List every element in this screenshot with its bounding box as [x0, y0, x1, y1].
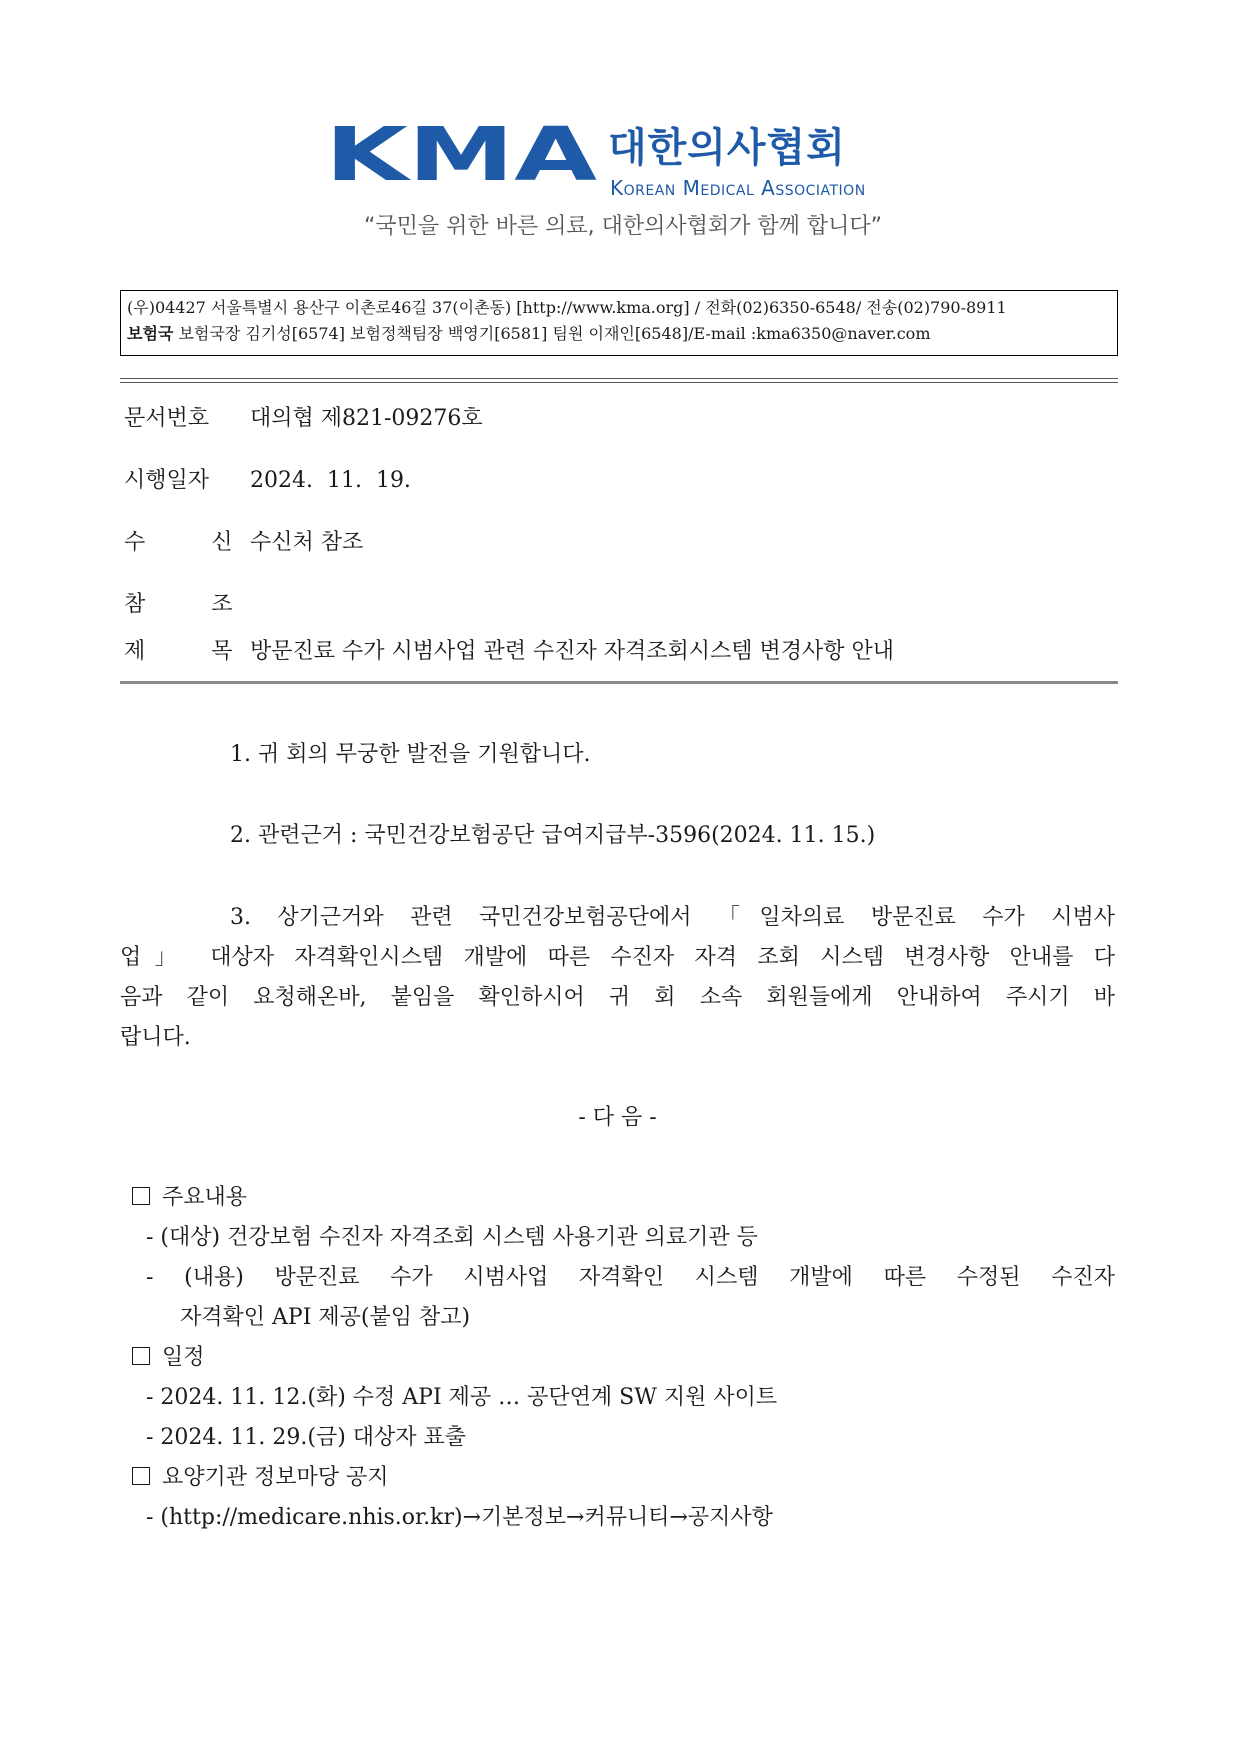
schedule-item-2: - 2024. 11. 29.(금) 대상자 표출 — [146, 1425, 467, 1450]
paragraph-3-line-2: 업」 대상자 자격확인시스템 개발에 따른 수진자 자격 조회 시스템 변경사항 안내를 다 — [120, 945, 1115, 970]
recipient-label-b: 신 — [211, 530, 233, 555]
header-divider — [120, 378, 1118, 383]
section-main-item-content-line-1: - (내용) 방문진료 수가 시범사업 자격확인 시스템 개발에 따른 수정된 수진자 — [146, 1265, 1115, 1290]
subject-row — [124, 637, 894, 667]
contact-staff: 보험국장 김기성[6574] 보험정책팀장 백영기[6581] 팀원 이재인[6548]/E-mail :kma6350@naver.com — [173, 324, 931, 343]
reference-label-b: 조 — [211, 592, 233, 617]
reference-row — [124, 590, 250, 620]
logo-korean-name: 대한의사협회 — [608, 125, 846, 171]
kma-logo-letters — [325, 122, 600, 188]
section-notice — [132, 1463, 389, 1493]
recipient-value: 수신처 참조 — [250, 530, 364, 555]
checkbox-square-icon — [132, 1187, 150, 1205]
date-label: 시행일자 — [124, 468, 210, 493]
contact-department: 보험국 — [127, 324, 174, 343]
date-value: 2024. 11. 19. — [250, 468, 411, 493]
section-main-content-title: 주요내용 — [162, 1185, 248, 1210]
doc-number-row — [124, 404, 483, 434]
section-notice-title: 요양기관 정보마당 공지 — [162, 1465, 389, 1490]
contact-staff-line — [127, 321, 1111, 347]
section-main-item-target: - (대상) 건강보험 수진자 자격조회 시스템 사용기관 의료기관 등 — [146, 1225, 758, 1250]
checkbox-square-icon — [132, 1347, 150, 1365]
recipient-label — [124, 528, 250, 558]
schedule-item-1: - 2024. 11. 12.(화) 수정 API 제공 … 공단연계 SW 지원 사이트 — [146, 1385, 778, 1410]
reference-label-a: 참 — [124, 592, 146, 617]
subject-divider — [120, 681, 1118, 684]
subject-label — [124, 637, 250, 667]
contact-box — [120, 290, 1118, 356]
section-main-content — [132, 1183, 247, 1213]
paragraph-1: 1. 귀 회의 무궁한 발전을 기원합니다. — [230, 742, 591, 767]
subject-label-b: 목 — [211, 639, 233, 664]
logo-english-name — [610, 178, 866, 200]
paragraph-2: 2. 관련근거 : 국민건강보험공단 급여지급부-3596(2024. 11. 15.) — [230, 823, 876, 848]
doc-number: 대의협 제821-09276호 — [250, 406, 483, 431]
reference-label — [124, 590, 250, 620]
recipient-label-a: 수 — [124, 530, 146, 555]
slogan: “국민을 위한 바른 의료, 대한의사협회가 함께 합니다” — [363, 214, 883, 239]
doc-number-label: 문서번호 — [124, 406, 210, 431]
checkbox-square-icon — [132, 1467, 150, 1485]
recipient-row — [124, 528, 363, 558]
next-heading: - 다 음 - — [578, 1105, 657, 1130]
subject-label-a: 제 — [124, 639, 146, 664]
subject-value: 방문진료 수가 시범사업 관련 수진자 자격조회시스템 변경사항 안내 — [250, 639, 895, 664]
paragraph-3-line-3: 음과 같이 요청해온바, 붙임을 확인하시어 귀 회 소속 회원들에게 안내하여 주시기 바 — [120, 985, 1115, 1010]
logo-english-name-text: Korean Medical Association — [610, 176, 866, 200]
date-row — [124, 466, 411, 496]
section-schedule-title: 일정 — [162, 1345, 205, 1370]
paragraph-3-line-1: 3. 상기근거와 관련 국민건강보험공단에서 「일차의료 방문진료 수가 시범사 — [230, 905, 1115, 930]
paragraph-3-line-4: 랍니다. — [120, 1025, 191, 1050]
kma-logo-text: KMA — [325, 122, 597, 188]
contact-address-line: (우)04427 서울특별시 용산구 이촌로46길 37(이촌동) [http://www.kma.org] / 전화(02)6350-6548/ 전송(02)790-8911 — [127, 298, 1007, 317]
section-main-item-content-line-2: 자격확인 API 제공(붙임 참고) — [180, 1305, 471, 1330]
notice-item-1: - (http://medicare.nhis.or.kr)→기본정보→커뮤니티→공지사항 — [146, 1505, 773, 1530]
section-schedule — [132, 1343, 205, 1373]
